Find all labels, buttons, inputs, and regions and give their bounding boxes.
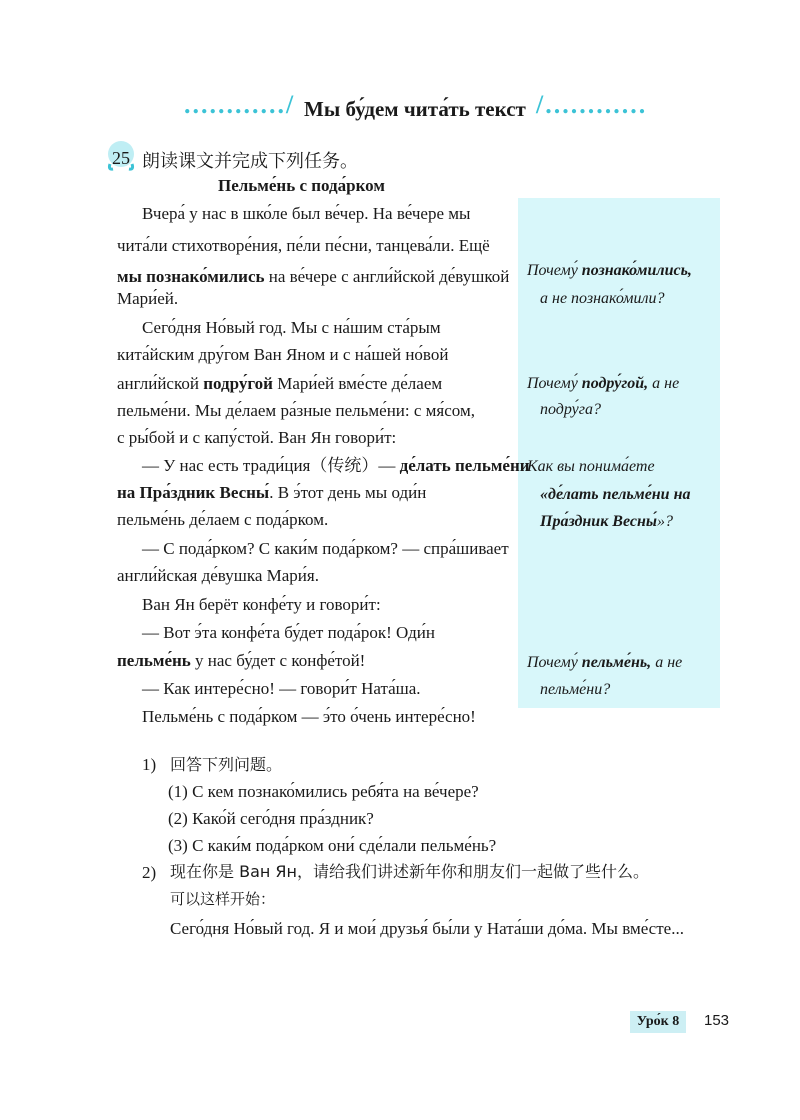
section-title: Мы бу́дем чита́ть текст (304, 97, 526, 121)
task-number: 2) (142, 863, 157, 882)
text-line: Ван Ян берёт конфе́ту и говори́т: (142, 595, 381, 614)
text-line: чита́ли стихотворе́ния, пе́ли пе́сни, танцева́ли. Ещё (117, 236, 490, 255)
text-line: — У нас есть тради́ция（传统）— де́лать пельме́ни (142, 456, 530, 475)
task-question: (2) Како́й сего́дня пра́здник? (168, 809, 374, 828)
text-line: с ры́бой и с капу́стой. Ван Ян говори́т: (117, 428, 397, 447)
exercise-instruction: 朗读课文并完成下列任务。 (142, 151, 358, 172)
task-instruction: 回答下列问题。 (170, 755, 283, 774)
text-line: кита́йским дру́гом Ван Яном и с на́шей но́вой (117, 345, 449, 364)
text-line: Пельме́нь с пода́рком — э́то о́чень интере́сно! (142, 707, 476, 726)
text-title: Пельме́нь с пода́рком (218, 176, 385, 195)
sidebar-question-line: а не познако́мили? (540, 290, 665, 307)
sidebar-question-line: Пра́здник Весны́»? (540, 513, 673, 530)
sidebar-question-line: Почему́ пельме́нь, а не (527, 654, 683, 671)
text-line: Вчера́ у нас в шко́ле был ве́чер. На ве́чере мы (142, 204, 471, 223)
text-line: англи́йская де́вушка Мари́я. (117, 566, 319, 585)
text-line: англи́йской подру́гой Мари́ей вме́сте де́лаем (117, 374, 443, 393)
sidebar-question-line: «де́лать пельме́ни на (540, 486, 691, 503)
lesson-label: Уро́к 8 (630, 1011, 686, 1033)
task-question: (3) С каки́м пода́рком они́ сде́лали пельме́нь? (168, 836, 497, 855)
text-line: мы познако́мились на ве́чере с англи́йской де́вушкой (117, 267, 510, 286)
page-number: 153 (704, 1012, 730, 1029)
text-line: пельме́нь у нас бу́дет с конфе́той! (117, 651, 366, 670)
text-line: на Пра́здник Весны́. В э́тот день мы оди́н (117, 483, 427, 502)
task-number: 1) (142, 755, 157, 774)
task-starter-text: Сего́дня Но́вый год. Я и мои́ друзья́ бы́ли у Ната́ши до́ма. Мы вме́сте... (170, 919, 684, 938)
exercise-number: 25 (112, 148, 130, 168)
task-instruction: 现在你是 Ван Ян，请给我们讲述新年你和朋友们一起做了些什么。 (170, 862, 649, 881)
text-line: — С пода́рком? С каки́м пода́рком? — спра́шивает (142, 539, 509, 558)
header-dots-left: ............/ (184, 90, 296, 119)
sidebar-question-line: Почему́ познако́мились, (527, 262, 692, 279)
text-line: пельме́нь де́лаем с пода́рком. (117, 510, 329, 529)
task-hint: 可以这样开始： (170, 890, 276, 908)
sidebar-question-line: Почему́ подру́гой, а не (527, 375, 680, 392)
text-line: пельме́ни. Мы де́лаем ра́зные пельме́ни: с мя́сом, (117, 401, 475, 420)
task-question: (1) С кем познако́мились ребя́та на ве́чере? (168, 782, 479, 801)
text-line: Мари́ей. (117, 289, 179, 308)
sidebar-question-line: Как вы понима́ете (527, 458, 655, 475)
text-line: — Как интере́сно! — говори́т Ната́ша. (142, 679, 421, 698)
text-line: — Вот э́та конфе́та бу́дет пода́рок! Оди́н (142, 623, 435, 642)
text-line: Сего́дня Но́вый год. Мы с на́шим ста́рым (142, 318, 441, 337)
sidebar-question-line: пельме́ни? (540, 681, 611, 698)
header-dots-right: /............ (536, 90, 648, 119)
sidebar-question-line: подру́га? (540, 401, 602, 418)
